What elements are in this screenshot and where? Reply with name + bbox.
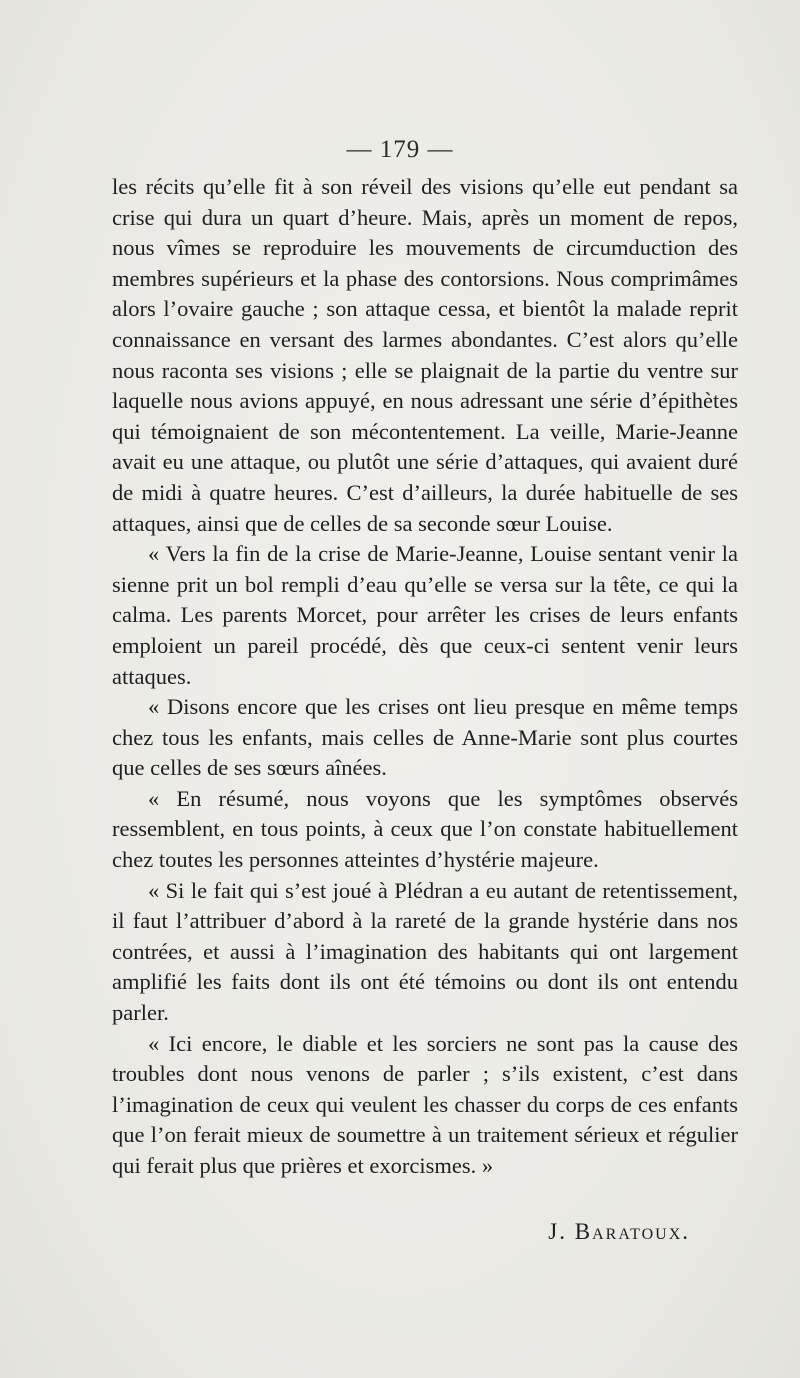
paragraph-5: « Si le fait qui s’est joué à Plédran a eu autant de retentissement, il faut l’attribuer d’abord à la rareté de la grande hystérie dans nos contrées, et aussi à l’imagination des habitants qui ont largement amplifié les faits dont ils ont été témoins ou dont ils ont entendu parler. [112, 877, 738, 1026]
page-number: — 179 — [346, 136, 454, 163]
signature-initial: J. [548, 1219, 567, 1244]
paragraph-6: « Ici encore, le diable et les sorciers ne sont pas la cause des troubles dont nous venons de parler ; s’ils existent, c’est dans l’imagination de ceux qui veulent les chasser du corps de ces enfants que l’on ferait mieux de soumettre à un traitement sérieux et régulier qui ferait plus que prières et exorcismes. » [112, 1030, 738, 1178]
paragraph-1: les récits qu’elle fit à son réveil des visions qu’elle eut pendant sa crise qui dura un quart d’heure. Mais, après un moment de repos, nous vîmes se reproduire les mouvements de circumduction des membres supérieurs et la phase des contorsions. Nous comprimâmes alors l’ovaire gauche ; son attaque cessa, et bientôt la malade reprit connaissance en versant des larmes abondantes. C’est alors qu’elle nous raconta ses visions ; elle se plaignait de la partie du ventre sur laquelle nous avions appuyé, en nous adressant une série d’épithètes qui témoignaient de son mécontentement. La veille, Marie-Jeanne avait eu une attaque, ou plutôt une série d’attaques, qui avaient duré de midi à quatre heures. C’est d’ailleurs, la durée habituelle de ses attaques, ainsi que de celles de sa seconde sœur Louise. [112, 174, 738, 536]
paragraph-2: « Vers la fin de la crise de Marie-Jeanne, Louise sentant venir la sienne prit un bol rempli d’eau qu’elle se versa sur la tête, ce qui la calma. Les parents Morcet, pour arrêter les crises de leurs enfants emploient un pareil procédé, dès que ceux-ci sentent venir leurs attaques. [112, 541, 738, 689]
signature-name: Baratoux. [574, 1219, 690, 1244]
body-text [112, 172, 738, 1182]
author-signature [0, 1219, 690, 1245]
paragraph-4: « En résumé, nous voyons que les symptômes observés ressemblent, en tous points, à ceux que l’on constate habituellement chez toutes les personnes atteintes d’hystérie majeure. [112, 785, 738, 873]
paragraph-3: « Disons encore que les crises ont lieu presque en même temps chez tous les enfants, mais celles de Anne-Marie sont plus courtes que celles de ses sœurs aînées. [112, 694, 738, 781]
